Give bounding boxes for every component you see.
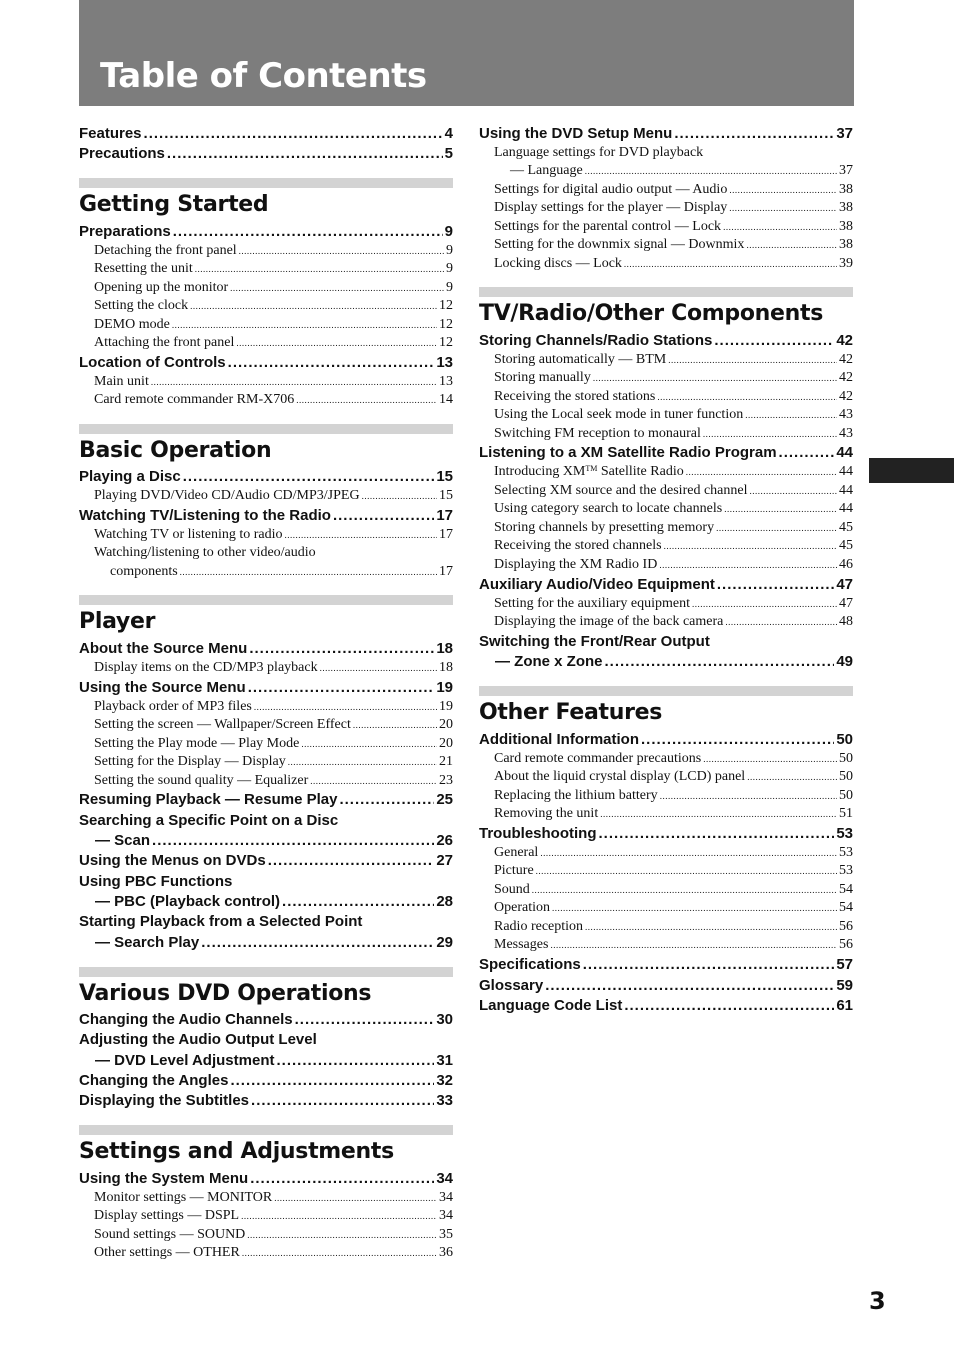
- leader-dots: [180, 567, 437, 577]
- section-divider: [79, 967, 453, 977]
- leader-dots: [201, 934, 434, 951]
- toc-subentry[interactable]: Settings for the parental control — Lock ..... 38: [479, 219, 853, 235]
- leader-dots: [251, 1092, 434, 1109]
- toc-entry-angles[interactable]: Changing the Angles ..... 32: [79, 1072, 453, 1089]
- section-heading-settings: Settings and Adjustments: [79, 1139, 394, 1164]
- leader-dots: [152, 832, 434, 849]
- toc-subentry[interactable]: Monitor settings — MONITOR ..... 34: [79, 1190, 453, 1206]
- toc-entry-line[interactable]: Starting Playback from a Selected Point: [79, 913, 363, 930]
- toc-subentry[interactable]: DEMO mode ..... 12: [79, 317, 453, 333]
- leader-dots: [241, 1211, 437, 1221]
- toc-entry-system-menu[interactable]: Using the System Menu ..... 34: [79, 1170, 453, 1187]
- leader-dots: [717, 576, 834, 593]
- leader-dots: [536, 866, 837, 876]
- toc-entry-line[interactable]: Switching the Front/Rear Output: [479, 633, 710, 650]
- toc-entry-dvd-level-adjustment[interactable]: — DVD Level Adjustment ..... 31: [79, 1052, 453, 1069]
- toc-subentry[interactable]: Setting the Play mode — Play Mode ..... 20: [79, 736, 453, 752]
- leader-dots: [745, 410, 837, 420]
- toc-subentry[interactable]: Picture ..... 53: [479, 863, 853, 879]
- toc-subentry[interactable]: Introducing XM™ Satellite Radio ..... 44: [479, 464, 853, 480]
- section-heading-other-features: Other Features: [479, 700, 663, 725]
- toc-subentry[interactable]: Receiving the stored stations ..... 42: [479, 389, 853, 405]
- toc-subentry[interactable]: Playback order of MP3 files ..... 19: [79, 699, 453, 715]
- leader-dots: [692, 599, 837, 609]
- toc-subentry[interactable]: Storing automatically — BTM ..... 42: [479, 352, 853, 368]
- leader-dots: [274, 1193, 437, 1203]
- leader-dots: [668, 355, 837, 365]
- toc-subentry[interactable]: Displaying the image of the back camera ..... 48: [479, 614, 853, 630]
- leader-dots: [583, 956, 835, 973]
- thumb-index-tab: [869, 458, 954, 483]
- toc-entry-using-menus-dvds[interactable]: Using the Menus on DVDs ..... 27: [79, 852, 453, 869]
- leader-dots: [714, 332, 834, 349]
- section-heading-tv-radio: TV/Radio/Other Components: [479, 301, 824, 326]
- toc-entry-resuming-playback[interactable]: Resuming Playback — Resume Play ..... 25: [79, 791, 453, 808]
- leader-dots: [242, 1248, 437, 1258]
- leader-dots: [282, 893, 434, 910]
- section-divider: [79, 424, 453, 434]
- toc-subentry[interactable]: Locking discs — Lock ..... 39: [479, 256, 853, 272]
- toc-entry-xm-satellite-radio[interactable]: Listening to a XM Satellite Radio Program ..... 44: [479, 444, 853, 461]
- toc-subentry[interactable]: Using the Local seek mode in tuner function ..... 43: [479, 407, 853, 423]
- toc-subentry[interactable]: Removing the unit ..... 51: [479, 806, 853, 822]
- toc-entry-line[interactable]: Adjusting the Audio Output Level: [79, 1031, 317, 1048]
- toc-entry-pbc[interactable]: — PBC (Playback control) ..... 28: [79, 893, 453, 910]
- leader-dots: [239, 246, 444, 256]
- leader-dots: [552, 903, 837, 913]
- toc-subentry[interactable]: Setting for the auxiliary equipment ..... 47: [479, 596, 853, 612]
- leader-dots: [250, 1170, 434, 1187]
- leader-dots: [230, 283, 444, 293]
- toc-subentry[interactable]: Using category search to locate channels ..... 44: [479, 501, 853, 517]
- toc-entry-storing-channels[interactable]: Storing Channels/Radio Stations ..... 42: [479, 332, 853, 349]
- leader-dots: [310, 776, 437, 786]
- toc-entry-scan[interactable]: — Scan ..... 26: [79, 832, 453, 849]
- leader-dots: [296, 395, 437, 405]
- leader-dots: [585, 922, 837, 932]
- toc-subentry[interactable]: — Language ..... 37: [479, 163, 853, 179]
- toc-subentry[interactable]: Display settings — DSPL ..... 34: [79, 1208, 453, 1224]
- toc-entry-troubleshooting[interactable]: Troubleshooting ..... 53: [479, 825, 853, 842]
- toc-entry-search-play[interactable]: — Search Play ..... 29: [79, 934, 453, 951]
- toc-subentry[interactable]: Watching TV or listening to radio ..... 17: [79, 527, 453, 543]
- leader-dots: [190, 301, 437, 311]
- leader-dots: [167, 145, 443, 162]
- leader-dots: [320, 663, 437, 673]
- title-banner: [79, 0, 854, 106]
- leader-dots: [247, 1230, 437, 1240]
- leader-dots: [659, 560, 837, 570]
- page-title: Table of Contents: [100, 56, 427, 96]
- leader-dots: [703, 429, 837, 439]
- toc-subentry[interactable]: Display items on the CD/MP3 playback ..... 18: [79, 660, 453, 676]
- toc-subentry[interactable]: Storing channels by presetting memory ..... 45: [479, 520, 853, 536]
- leader-dots: [716, 523, 837, 533]
- toc-entry-audio-channels[interactable]: Changing the Audio Channels ..... 30: [79, 1011, 453, 1028]
- toc-subentry[interactable]: Selecting XM source and the desired channel ..... 44: [479, 483, 853, 499]
- leader-dots: [779, 444, 835, 461]
- leader-dots: [729, 185, 837, 195]
- toc-subentry[interactable]: Storing manually ..... 42: [479, 370, 853, 386]
- toc-entry-line[interactable]: Searching a Specific Point on a Disc: [79, 812, 339, 829]
- toc-subentry[interactable]: Settings for digital audio output — Audio ..... 38: [479, 182, 853, 198]
- toc-subentry[interactable]: Setting for the Display — Display ..... 21: [79, 754, 453, 770]
- toc-entry-specifications[interactable]: Specifications ..... 57: [479, 956, 853, 973]
- leader-dots: [545, 977, 834, 994]
- toc-subentry[interactable]: Receiving the stored channels ..... 45: [479, 538, 853, 554]
- toc-subentry[interactable]: Switching FM reception to monaural ..... 43: [479, 426, 853, 442]
- leader-dots: [248, 679, 435, 696]
- leader-dots: [657, 392, 837, 402]
- toc-subentry-line[interactable]: Watching/listening to other video/audio: [94, 545, 316, 560]
- toc-subentry[interactable]: components ..... 17: [79, 564, 453, 580]
- leader-dots: [532, 885, 837, 895]
- toc-entry-line[interactable]: Using PBC Functions: [79, 873, 233, 890]
- section-heading-various-dvd: Various DVD Operations: [79, 981, 372, 1006]
- toc-entry-about-source-menu[interactable]: About the Source Menu ..... 18: [79, 640, 453, 657]
- toc-subentry[interactable]: Attaching the front panel ..... 12: [79, 335, 453, 351]
- leader-dots: [173, 223, 443, 240]
- leader-dots: [600, 809, 837, 819]
- toc-entry-precautions[interactable]: Precautions ..... 5: [79, 145, 453, 162]
- section-heading-getting-started: Getting Started: [79, 192, 269, 217]
- leader-dots: [729, 203, 837, 213]
- toc-subentry[interactable]: Operation ..... 54: [479, 900, 853, 916]
- leader-dots: [268, 852, 435, 869]
- toc-entry-features[interactable]: Features ..... 4: [79, 125, 453, 142]
- toc-subentry[interactable]: Setting the sound quality — Equalizer ..... 23: [79, 773, 453, 789]
- leader-dots: [362, 491, 437, 501]
- toc-subentry[interactable]: Setting the clock ..... 12: [79, 298, 453, 314]
- leader-dots: [749, 486, 837, 496]
- section-divider: [79, 595, 453, 605]
- leader-dots: [295, 1011, 435, 1028]
- toc-subentry[interactable]: Setting the screen — Wallpaper/Screen Effect ..... 20: [79, 717, 453, 733]
- toc-entry-language-code-list[interactable]: Language Code List ..... 61: [479, 997, 853, 1014]
- leader-dots: [151, 377, 437, 387]
- toc-subentry-line[interactable]: Language settings for DVD playback: [494, 145, 704, 160]
- toc-subentry[interactable]: Card remote commander precautions ..... 50: [479, 751, 853, 767]
- leader-dots: [747, 772, 837, 782]
- toc-subentry[interactable]: General ..... 53: [479, 845, 853, 861]
- page-number: 3: [869, 1287, 886, 1315]
- toc-entry-playing-a-disc[interactable]: Playing a Disc ..... 15: [79, 468, 453, 485]
- leader-dots: [605, 653, 835, 670]
- toc-entry-glossary[interactable]: Glossary ..... 59: [479, 977, 853, 994]
- toc-entry-using-source-menu[interactable]: Using the Source Menu ..... 19: [79, 679, 453, 696]
- leader-dots: [288, 757, 437, 767]
- toc-subentry[interactable]: Display settings for the player — Display ..... 38: [479, 200, 853, 216]
- section-divider: [79, 178, 453, 188]
- toc-entry-preparations[interactable]: Preparations ..... 9: [79, 223, 453, 240]
- section-heading-player: Player: [79, 609, 156, 634]
- leader-dots: [660, 791, 837, 801]
- leader-dots: [585, 166, 837, 176]
- leader-dots: [641, 731, 834, 748]
- toc-entry-additional-information[interactable]: Additional Information ..... 50: [479, 731, 853, 748]
- leader-dots: [172, 320, 437, 330]
- leader-dots: [664, 541, 837, 551]
- toc-subentry[interactable]: Sound settings — SOUND ..... 35: [79, 1227, 453, 1243]
- leader-dots: [228, 354, 435, 371]
- leader-dots: [593, 373, 837, 383]
- toc-entry-zone-x-zone[interactable]: — Zone x Zone ..... 49: [479, 653, 853, 670]
- toc-subentry[interactable]: Setting for the downmix signal — Downmix ..... 38: [479, 237, 853, 253]
- leader-dots: [550, 940, 837, 950]
- leader-dots: [540, 848, 837, 858]
- toc-entry-location-of-controls[interactable]: Location of Controls ..... 13: [79, 354, 453, 371]
- toc-subentry[interactable]: Messages ..... 56: [479, 937, 853, 953]
- toc-subentry[interactable]: Sound ..... 54: [479, 882, 853, 898]
- section-divider: [79, 1125, 453, 1135]
- section-divider: [479, 287, 853, 297]
- toc-subentry[interactable]: Displaying the XM Radio ID ..... 46: [479, 557, 853, 573]
- leader-dots: [285, 530, 438, 540]
- leader-dots: [249, 640, 434, 657]
- toc-subentry[interactable]: Main unit ..... 13: [79, 374, 453, 390]
- leader-dots: [686, 467, 837, 477]
- section-heading-basic-operation: Basic Operation: [79, 438, 272, 463]
- toc-subentry[interactable]: Opening up the monitor ..... 9: [79, 280, 453, 296]
- leader-dots: [746, 240, 837, 250]
- leader-dots: [723, 222, 837, 232]
- leader-dots: [230, 1072, 434, 1089]
- toc-subentry[interactable]: Resetting the unit ..... 9: [79, 261, 453, 277]
- leader-dots: [724, 504, 837, 514]
- leader-dots: [725, 617, 837, 627]
- leader-dots: [703, 754, 837, 764]
- leader-dots: [624, 997, 834, 1014]
- toc-entry-auxiliary-equipment[interactable]: Auxiliary Audio/Video Equipment ..... 47: [479, 576, 853, 593]
- leader-dots: [624, 259, 837, 269]
- leader-dots: [144, 125, 443, 142]
- toc-subentry[interactable]: Other settings — OTHER ..... 36: [79, 1245, 453, 1261]
- leader-dots: [339, 791, 434, 808]
- leader-dots: [333, 507, 434, 524]
- leader-dots: [276, 1052, 434, 1069]
- leader-dots: [254, 702, 437, 712]
- toc-subentry[interactable]: Card remote commander RM-X706 ..... 14: [79, 392, 453, 408]
- toc-subentry[interactable]: Playing DVD/Video CD/Audio CD/MP3/JPEG ..... 15: [79, 488, 453, 504]
- toc-entry-dvd-setup-menu[interactable]: Using the DVD Setup Menu ..... 37: [479, 125, 853, 142]
- toc-entry-subtitles[interactable]: Displaying the Subtitles ..... 33: [79, 1092, 453, 1109]
- trademark-mark: TM: [585, 464, 598, 473]
- leader-dots: [674, 125, 834, 142]
- leader-dots: [183, 468, 435, 485]
- leader-dots: [353, 720, 437, 730]
- toc-subentry[interactable]: Detaching the front panel ..... 9: [79, 243, 453, 259]
- toc-subentry[interactable]: About the liquid crystal display (LCD) panel ..... 50: [479, 769, 853, 785]
- toc-subentry[interactable]: Replacing the lithium battery ..... 50: [479, 788, 853, 804]
- section-divider: [479, 686, 853, 696]
- leader-dots: [301, 739, 437, 749]
- leader-dots: [236, 338, 437, 348]
- toc-entry-watching-tv[interactable]: Watching TV/Listening to the Radio ..... 17: [79, 507, 453, 524]
- leader-dots: [599, 825, 835, 842]
- toc-subentry[interactable]: Radio reception ..... 56: [479, 919, 853, 935]
- leader-dots: [195, 264, 444, 274]
